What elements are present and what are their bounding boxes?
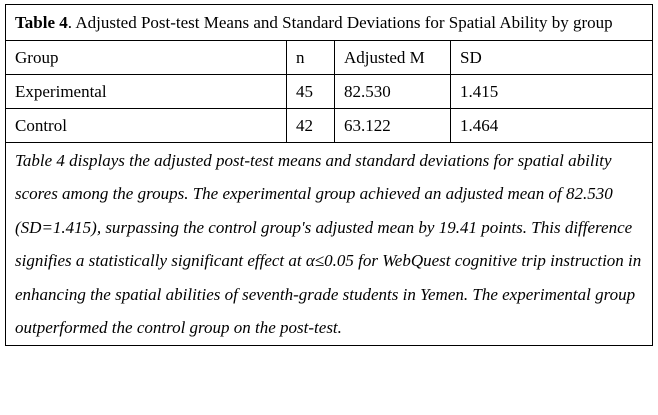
cell-group: Control [6, 108, 287, 142]
header-adjusted-mean: Adjusted M [335, 40, 451, 74]
table-caption [6, 5, 653, 41]
header-row [6, 40, 653, 74]
cell-sd: 1.415 [451, 74, 653, 108]
table-row [6, 74, 653, 108]
header-group: Group [6, 40, 287, 74]
header-n: n [287, 40, 335, 74]
results-table [5, 4, 653, 346]
header-sd: SD [451, 40, 653, 74]
cell-adjusted-mean: 82.530 [335, 74, 451, 108]
cell-sd: 1.464 [451, 108, 653, 142]
caption-label: Table 4 [15, 13, 68, 32]
cell-group: Experimental [6, 74, 287, 108]
cell-n: 42 [287, 108, 335, 142]
caption-text: . Adjusted Post-test Means and Standard Deviations for Spatial Ability by group [67, 13, 613, 32]
cell-adjusted-mean: 63.122 [335, 108, 451, 142]
table-row [6, 108, 653, 142]
caption-row [6, 5, 653, 41]
table-note: Table 4 displays the adjusted post-test means and standard deviations for spatial ability scores among the groups. The experimental group achieved an adjusted mean of 82.530 (SD=1.415), surpassing the control group's adjusted mean by 19.41 points. This difference signifies a statistically significant effect at α≤0.05 for WebQuest cognitive trip instruction in enhancing the spatial abilities of seventh-grade students in Yemen. The experimental group outperformed the control group on the post-test. [6, 142, 653, 346]
results-table-container [5, 4, 652, 346]
note-row [6, 142, 653, 346]
cell-n: 45 [287, 74, 335, 108]
